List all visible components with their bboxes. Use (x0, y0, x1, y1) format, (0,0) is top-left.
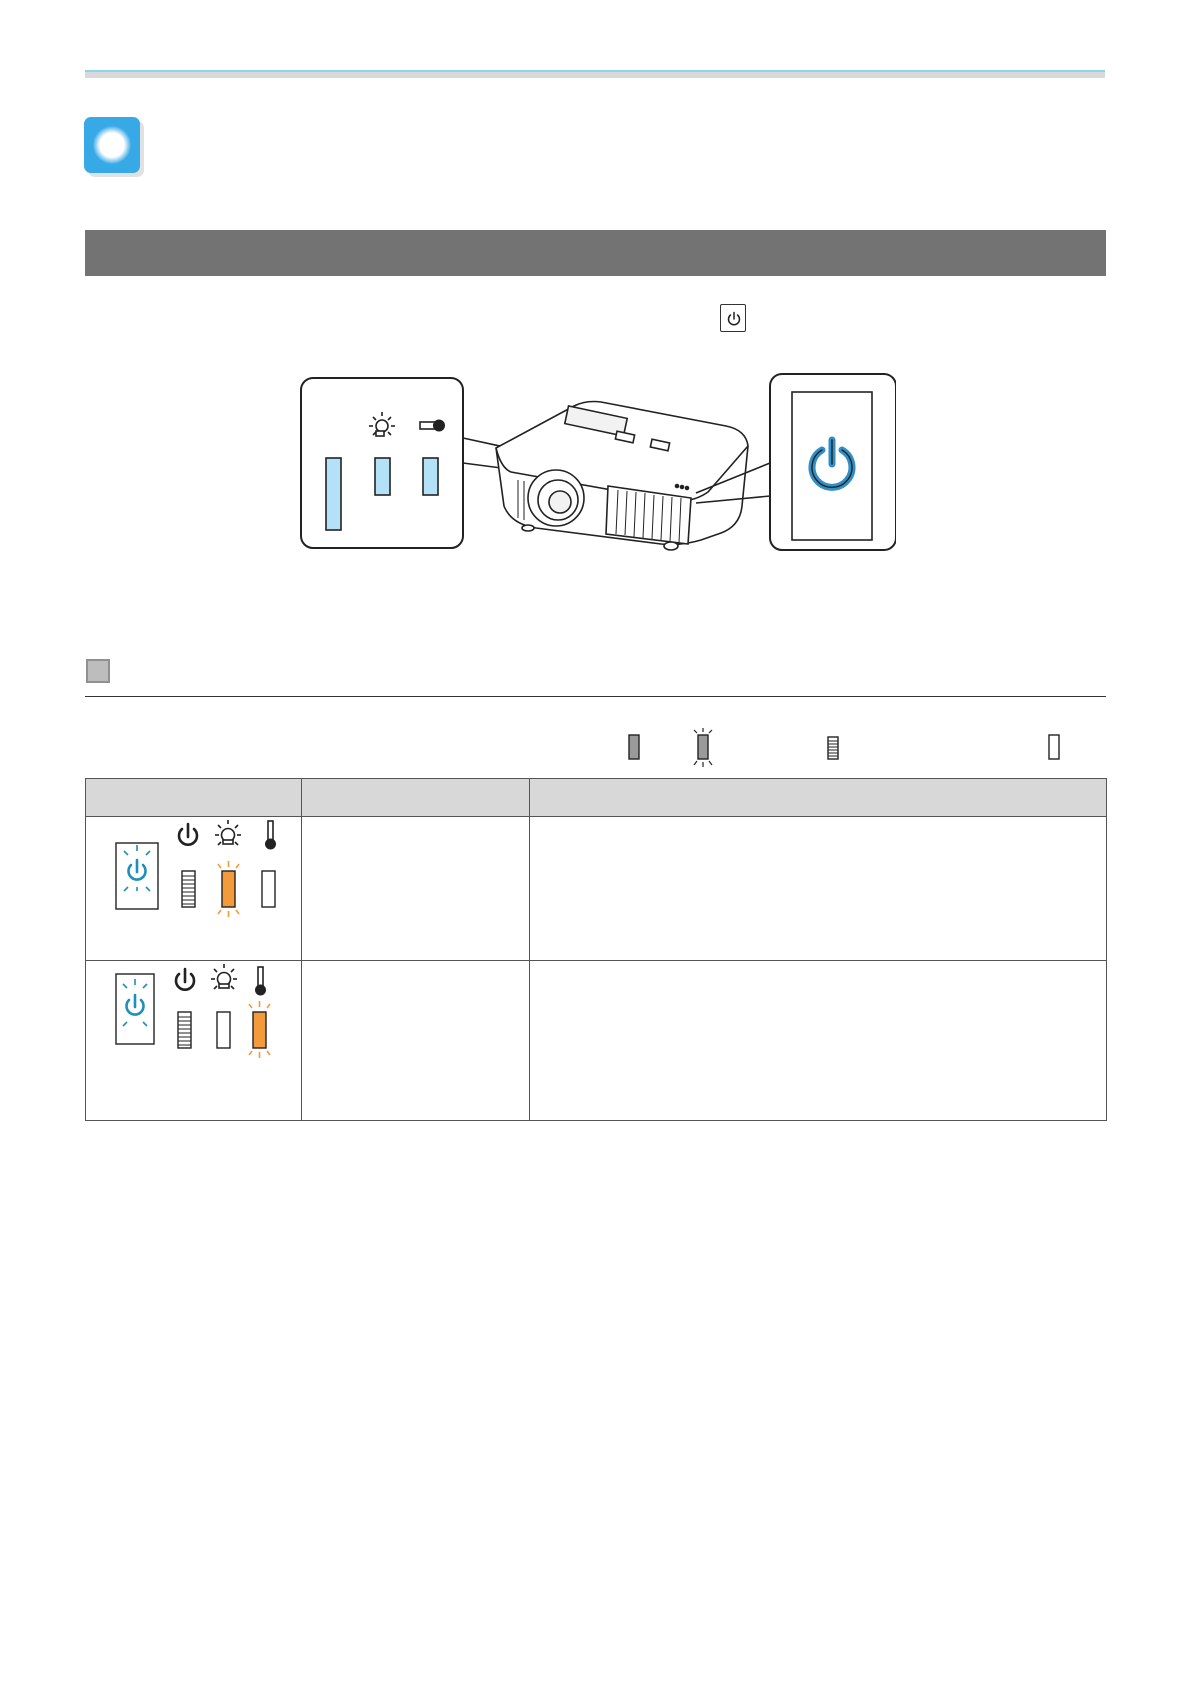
lamp-indicator-flashing-orange (218, 861, 239, 917)
table-header-row (86, 779, 1107, 817)
table-row (86, 817, 1107, 961)
chapter-bullet-icon (84, 117, 140, 173)
projector-illustration (496, 402, 748, 551)
indicator-off-icon (217, 1012, 230, 1048)
temperature-icon (420, 420, 445, 432)
temperature-icon (255, 967, 266, 996)
power-flashing-icon (116, 974, 154, 1044)
indicator-status-varies-icon (178, 1012, 191, 1048)
table-header-indicator (86, 779, 302, 817)
lamp-indicator (375, 458, 390, 495)
indicator-flashing-icon (690, 728, 716, 768)
remedy-cell (530, 817, 1107, 961)
status-cell (302, 817, 530, 961)
indicator-off-icon (1048, 734, 1060, 760)
power-indicator (326, 458, 341, 530)
indicator-off-icon (262, 871, 275, 907)
lamp-icon (215, 820, 241, 845)
power-icon (179, 824, 197, 845)
section-title-bar (85, 230, 1106, 276)
temp-indicator (423, 458, 438, 495)
table-header-status (302, 779, 530, 817)
table-header-remedy (530, 779, 1107, 817)
temp-indicator-flashing-orange (249, 1001, 270, 1058)
indicator-status-varies-icon (182, 871, 195, 907)
power-icon (176, 969, 194, 990)
status-cell (302, 961, 530, 1121)
lamp-icon (211, 964, 237, 989)
temperature-icon (265, 821, 276, 850)
projector-figure (296, 368, 896, 558)
temp-warning-indicators (86, 961, 302, 1121)
table-row (86, 961, 1107, 1121)
indicator-status-varies-icon (827, 736, 839, 760)
indicator-status-table (85, 778, 1107, 1121)
subsection-bullet-icon (86, 659, 110, 683)
subsection-rule (85, 696, 1106, 697)
indicator-cell (86, 817, 302, 961)
header-rule (85, 70, 1105, 78)
power-flashing-icon (116, 843, 158, 909)
lamp-warning-indicators (86, 817, 302, 961)
indicator-lit-icon (628, 734, 640, 760)
remedy-cell (530, 961, 1107, 1121)
power-button-icon (720, 304, 746, 332)
indicator-cell (86, 961, 302, 1121)
